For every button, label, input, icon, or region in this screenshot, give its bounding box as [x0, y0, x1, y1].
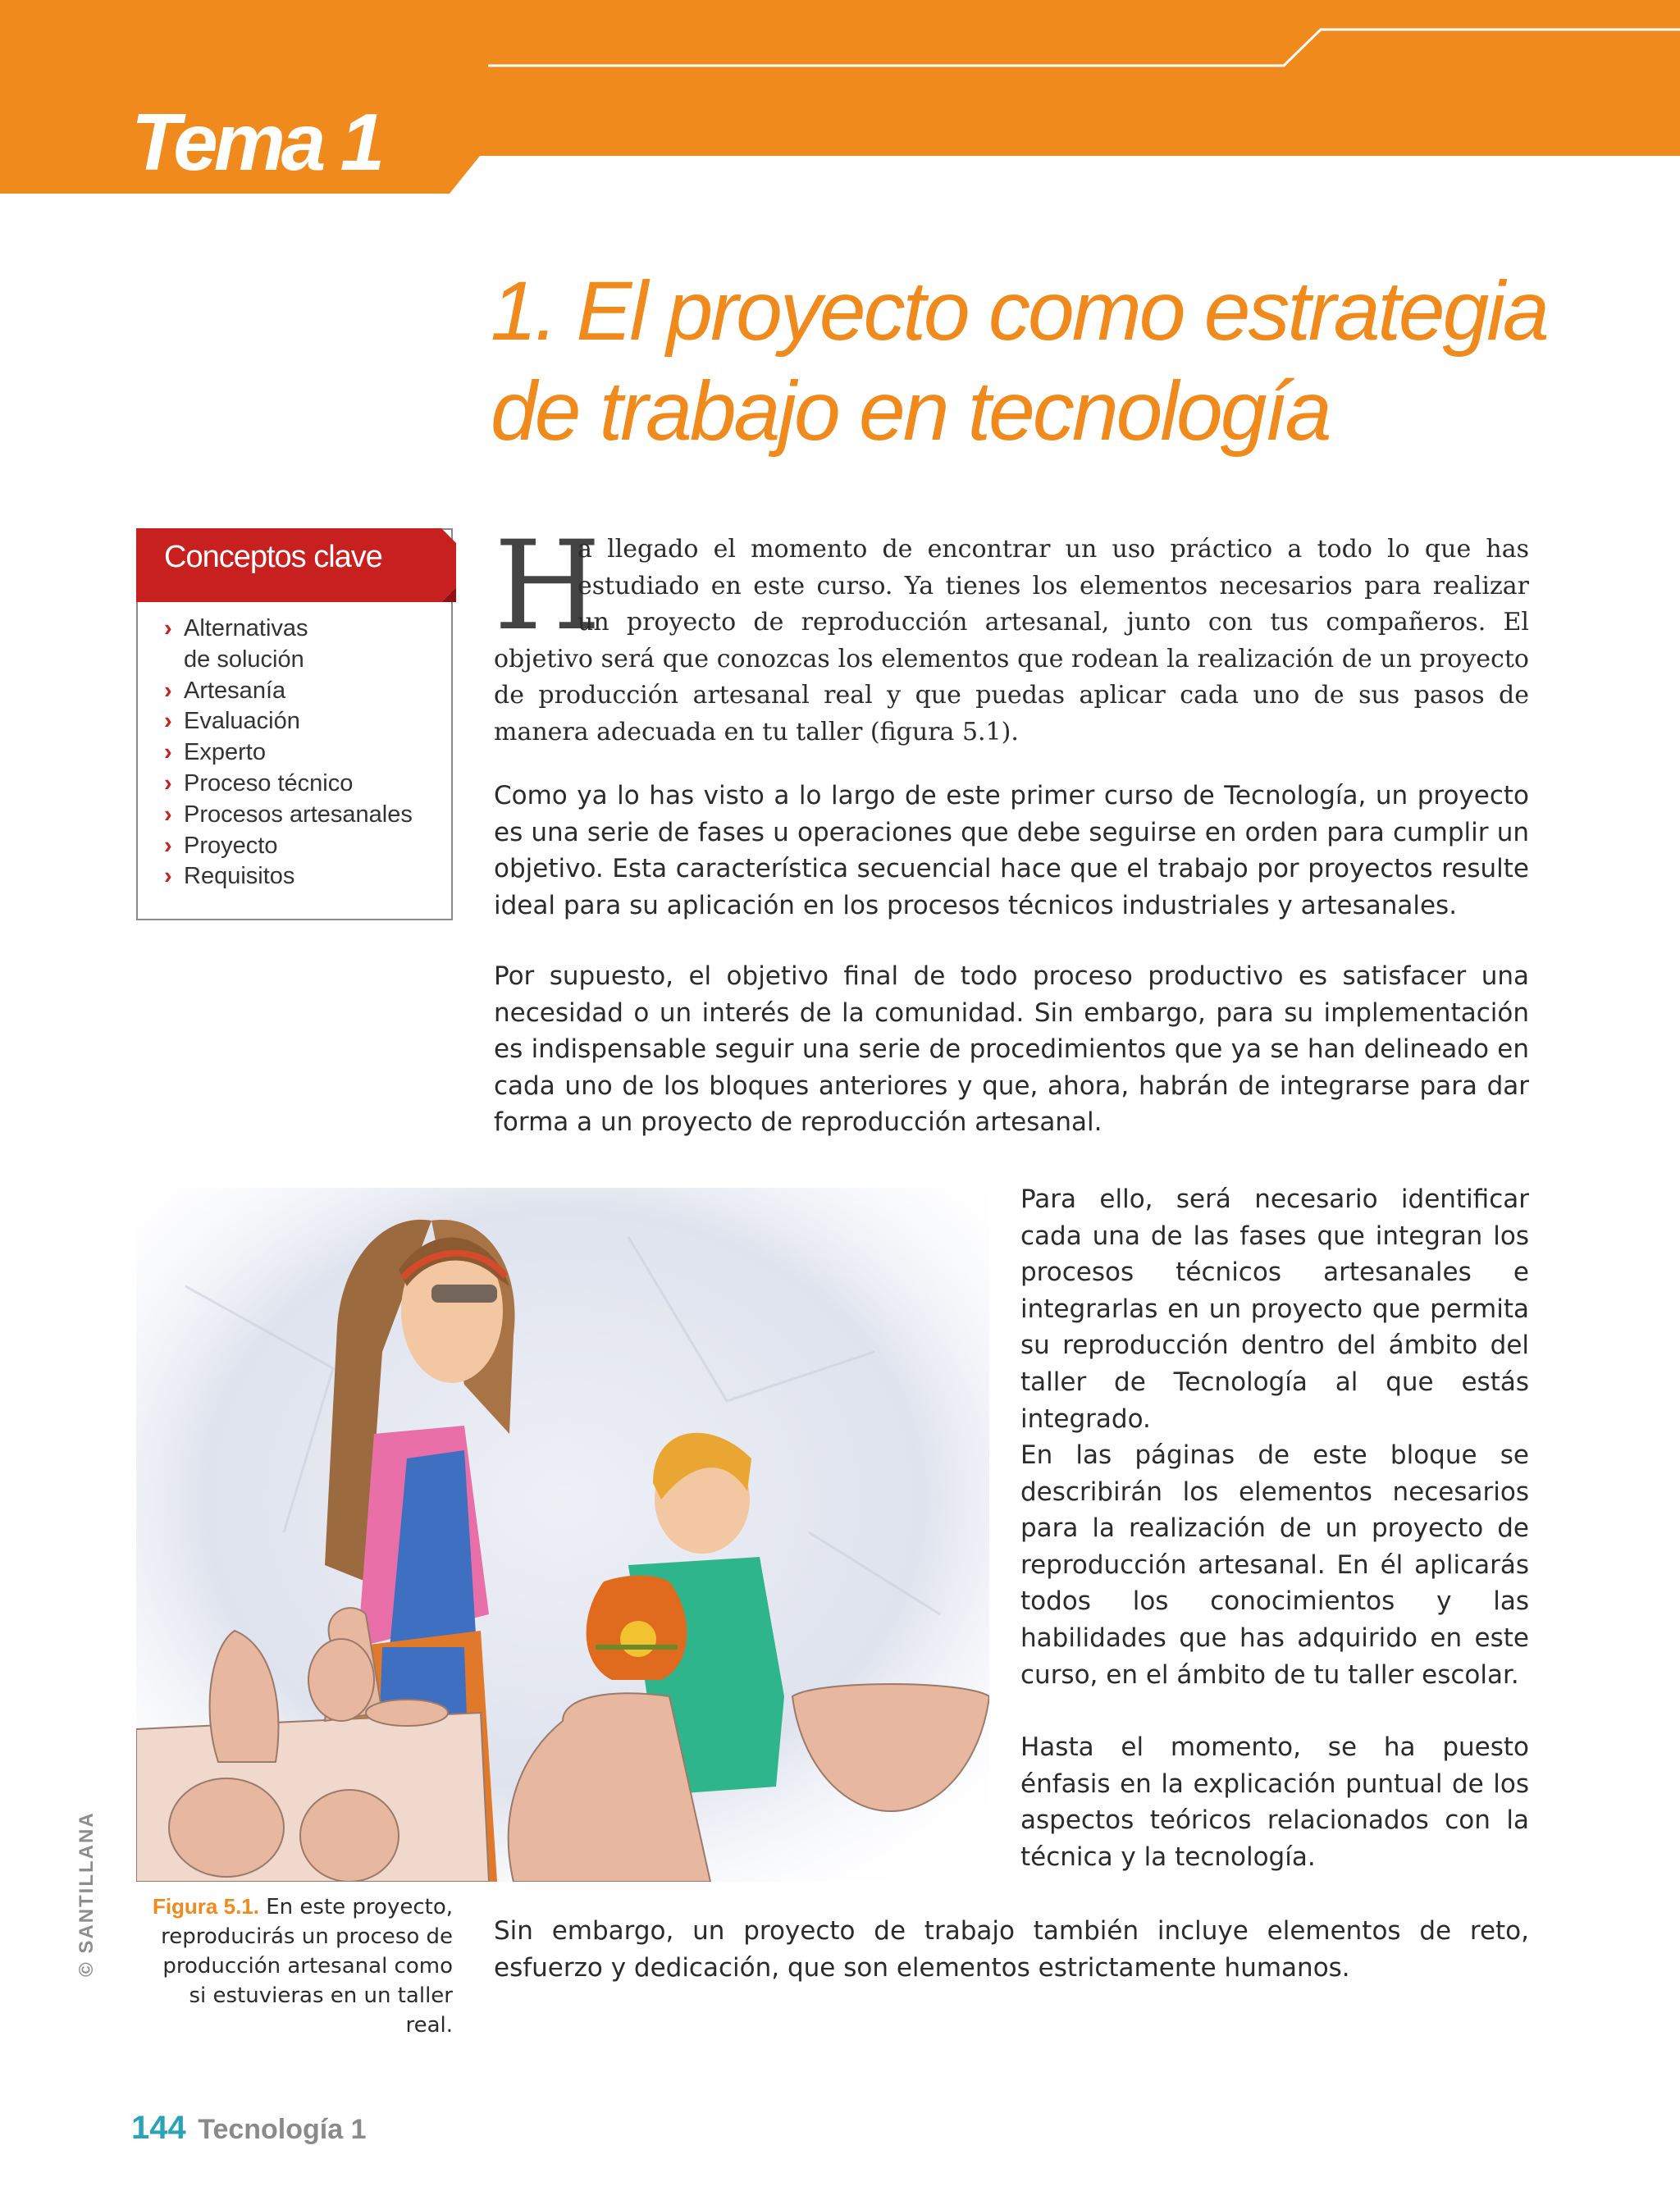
copyright-notice: © SANTILLANA [75, 1811, 98, 1977]
page-number: 144 [131, 2110, 186, 2146]
drop-cap: H [494, 515, 601, 658]
body-paragraph-7: Sin embargo, un proyecto de trabajo también incluye elementos de reto, esfuerzo y dedicación, que son elementos estrictamente humanos. [494, 1916, 1529, 1983]
key-concepts-box [136, 528, 453, 920]
key-concept-item: › Alternativas de solución [164, 615, 308, 673]
figure-illustration [136, 1188, 989, 1882]
key-concept-item: › Procesos artesanales [164, 800, 413, 831]
page-title [491, 261, 1639, 461]
body-paragraph-6: Hasta el momento, se ha puesto énfasis en la explicación puntual de los aspectos teóricos relacionados con la técnica y la tecnología. [1020, 1732, 1529, 1872]
key-concept-item: › Requisitos [164, 861, 413, 892]
key-concepts-list [164, 614, 413, 892]
page-footer [131, 2110, 367, 2147]
key-concept-item: › Proyecto [164, 831, 413, 862]
bullet-arrow-icon: › [164, 677, 172, 704]
key-concept-item: › Artesanía [164, 676, 413, 707]
bullet-arrow-icon: › [164, 615, 172, 641]
body-paragraph-3: Por supuesto, el objetivo final de todo proceso productivo es satisfacer una necesidad o un interés de la comunidad. Sin embargo, para su implementación es indispensable seguir una serie de procedimientos que ya se han delineado en cada uno de los bloques anteriores y que, ahora, habrán de integrarse para dar forma a un proyecto de reproducción artesanal. [494, 961, 1529, 1138]
page-title-line-1: 1. El proyecto como estrategia [491, 264, 1547, 358]
body-paragraph-1: a llegado el momento de encontrar un uso práctico a todo lo que has estudiado en este curso. Ya tienes los elementos necesarios para realizar un proyecto de reproducción artesanal, junto con tus compañeros. El objetivo será que conozcas los elementos que rodean la realización de un proyecto de producción artesanal real y que puedas aplicar cada uno de sus pasos de manera adecuada en tu taller (figura 5.1). [494, 532, 1529, 751]
key-concept-item: › Proceso técnico [164, 769, 413, 800]
figure-label: Figura 5.1. [152, 1894, 259, 1919]
bullet-arrow-icon: › [164, 708, 172, 735]
book-title: Tecnología 1 [198, 2114, 367, 2145]
key-concept-item: › Evaluación [164, 706, 413, 737]
body-paragraph-2: Como ya lo has visto a lo largo de este primer curso de Tecnología, un proyecto es una serie de fases u operaciones que debe seguirse en orden para cumplir un objetivo. Esta característica secuencial hace que el trabajo por proyectos resulte ideal para su aplicación en los procesos técnicos industriales y artesanales. [494, 781, 1529, 920]
figure-caption-text: En este proyecto, reproducirás un proceso de producción artesanal como si estuvieras en un taller real. [161, 1895, 453, 2038]
decorated-vase [587, 1576, 687, 1681]
bullet-arrow-icon: › [164, 801, 172, 828]
bullet-arrow-icon: › [164, 832, 172, 859]
bullet-arrow-icon: › [164, 863, 172, 890]
page-title-line-2: de trabajo en tecnología [491, 364, 1330, 458]
key-concepts-title: Conceptos clave [164, 540, 382, 574]
body-paragraph-4: Para ello, será necesario identificar cada una de las fases que integran los procesos técnicos artesanales e integrarlas en un proyecto que permita su reproducción dentro del ámbito del taller de Tecnología al que estás integrado. [1020, 1184, 1529, 1434]
key-concept-item: › Experto [164, 737, 413, 769]
section-label: Tema 1 [131, 97, 381, 187]
figure-caption [139, 1892, 453, 2040]
bullet-arrow-icon: › [164, 769, 172, 796]
bullet-arrow-icon: › [164, 739, 172, 766]
drop-cap-spacer [494, 532, 578, 638]
body-paragraph-5: En las páginas de este bloque se describirán los elementos necesarios para la realización de un proyecto de reproducción artesanal. En él aplicarás todos los conocimientos y las habilidades que has adquirido en este curso, en el ámbito de tu taller escolar. [1020, 1440, 1529, 1690]
